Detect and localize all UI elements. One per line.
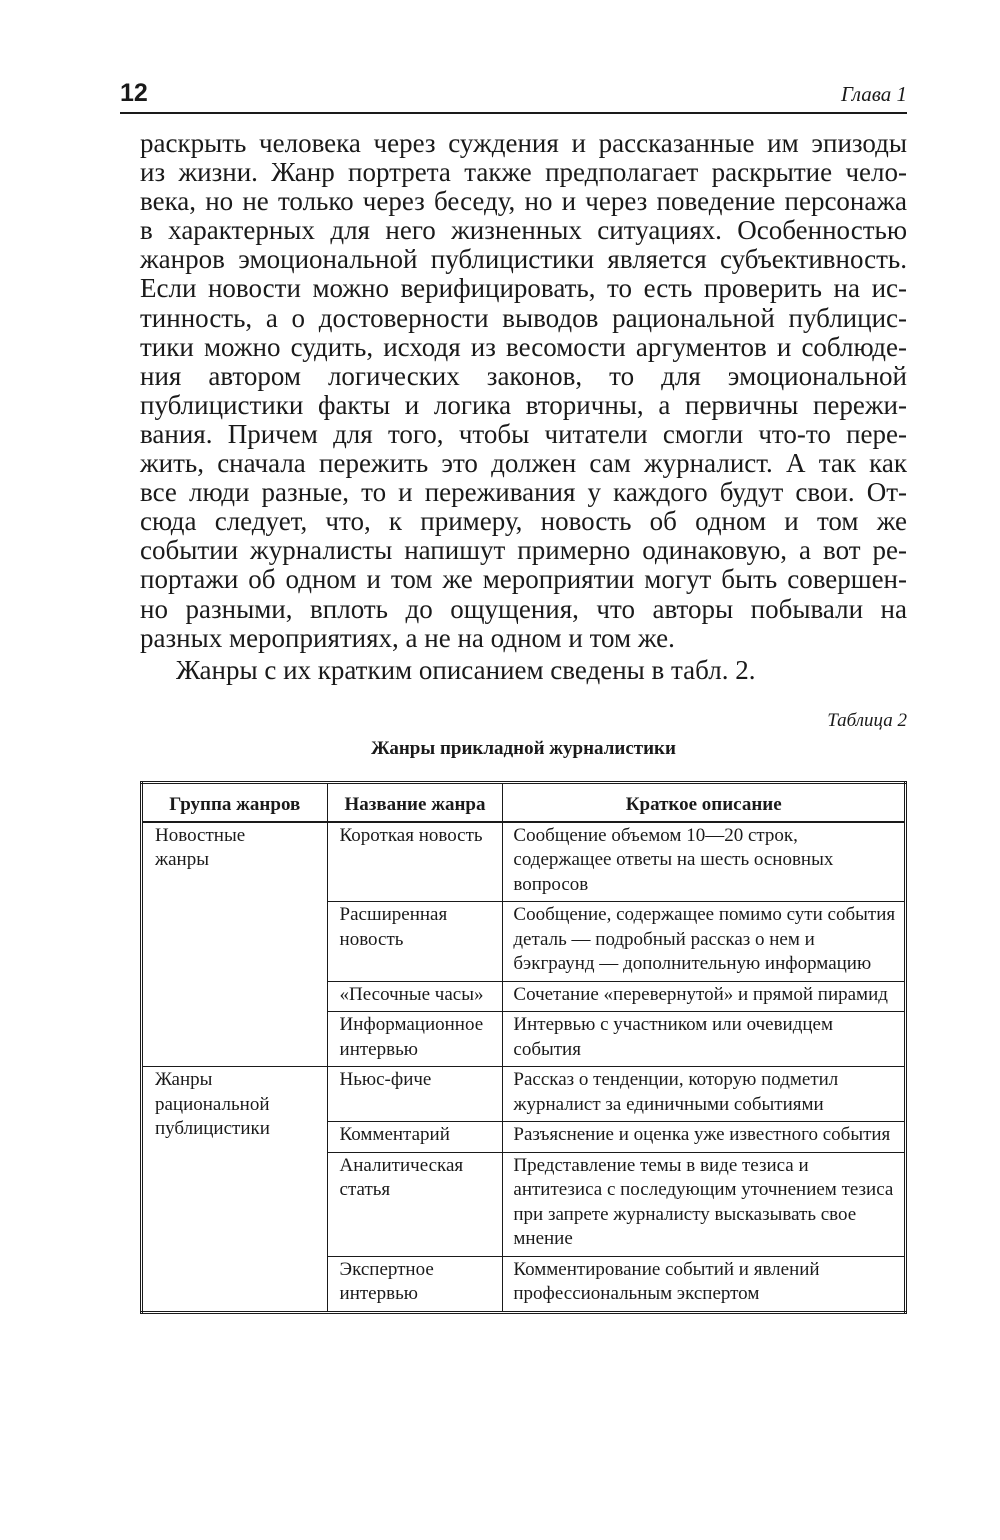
text-line: тики можно судить, исходя из весомости аргументов и соблюде-	[140, 331, 907, 362]
description-cell: Сообщение, содержащее помимо сути события деталь — подробный рассказ о нем и бэкграунд — дополнительную информацию	[503, 902, 906, 982]
text-line: событии журналисты напишут примерно одинаковую, а вот ре-	[140, 535, 907, 566]
text-line: разных мероприятиях, а не на одном и том же.	[140, 622, 675, 653]
text-line: раскрыть человека через суждения и рассказанные им эпизоды	[140, 128, 907, 158]
table-label: Таблица 2	[827, 710, 907, 731]
text-line: вания. Причем для того, чтобы читатели смогли что-то пере-	[140, 418, 907, 449]
genre-cell: Ньюс-фиче	[327, 1067, 503, 1122]
header-genre: Название жанра	[327, 783, 503, 822]
group-cell: Жанры рациональной публицистики	[142, 1067, 328, 1313]
genres-table	[140, 781, 907, 1314]
description-cell: Интервью с участником или очевидцем события	[503, 1012, 906, 1067]
description-cell: Разъяснение и оценка уже известного события	[503, 1122, 906, 1153]
text-line: но разными, вплоть до ощущения, что авторы побывали на	[140, 593, 907, 624]
genre-cell: Комментарий	[327, 1122, 503, 1153]
genre-cell: Экспертное интервью	[327, 1256, 503, 1312]
text-line: в характерных для него жизненных ситуациях. Особенностью	[140, 215, 907, 246]
header-description: Краткое описание	[503, 783, 906, 822]
text-line: все люди разные, то и переживания у каждого будут свои. От-	[140, 477, 907, 508]
text-line: века, но не только через беседу, но и через поведение персонажа	[140, 186, 907, 217]
page-number: 12	[120, 79, 148, 107]
text-line: ния автором логических законов, то для эмоциональной	[140, 360, 907, 391]
table-row	[142, 822, 906, 902]
text-line: Если новости можно верифицировать, то есть проверить на ис-	[140, 273, 907, 304]
text-line: портажи об одном и том же мероприятии могут быть совершен-	[140, 564, 907, 595]
text-line: тинность, а о достоверности выводов рациональной публицис-	[140, 302, 907, 333]
genre-cell: Расширенная новость	[327, 902, 503, 982]
text-line: из жизни. Жанр портрета также предполагает раскрытие чело-	[140, 157, 907, 188]
text-line: жанров эмоциональной публицистики является субъективность.	[140, 244, 907, 275]
genre-cell: Короткая новость	[327, 822, 503, 902]
description-cell: Представление темы в виде тезиса и антитезиса с последующим уточнением тезиса при запрете журналисту высказывать свое мнение	[503, 1152, 906, 1256]
running-header	[120, 78, 907, 114]
genre-cell: «Песочные часы»	[327, 981, 503, 1012]
chapter-title: Глава 1	[841, 82, 907, 106]
body-paragraph	[140, 129, 907, 653]
text-line: жить, сначала пережить это должен сам журналист. А так как	[140, 448, 907, 479]
description-cell: Комментирование событий и явлений профессиональным экспертом	[503, 1256, 906, 1312]
table-header-row	[142, 783, 906, 822]
header-group: Группа жанров	[142, 783, 328, 822]
group-cell: Новостные жанры	[142, 822, 328, 1067]
table-row	[142, 1067, 906, 1122]
description-cell: Сочетание «перевернутой» и прямой пирамид	[503, 981, 906, 1012]
genre-cell: Аналитическая статья	[327, 1152, 503, 1256]
genre-cell: Информационное интервью	[327, 1012, 503, 1067]
description-cell: Сообщение объемом 10—20 строк, содержащее ответы на шесть основных вопросов	[503, 822, 906, 902]
description-cell: Рассказ о тенденции, которую подметил журналист за единичными событиями	[503, 1067, 906, 1122]
table-title: Жанры прикладной журналистики	[371, 738, 676, 759]
text-line: публицистики факты и логика вторичны, а первичны пережи-	[140, 389, 907, 420]
table-reference-paragraph: Жанры с их кратким описанием сведены в табл. 2.	[176, 655, 756, 685]
text-line: сюда следует, что, к примеру, новость об одном и том же	[140, 506, 907, 537]
